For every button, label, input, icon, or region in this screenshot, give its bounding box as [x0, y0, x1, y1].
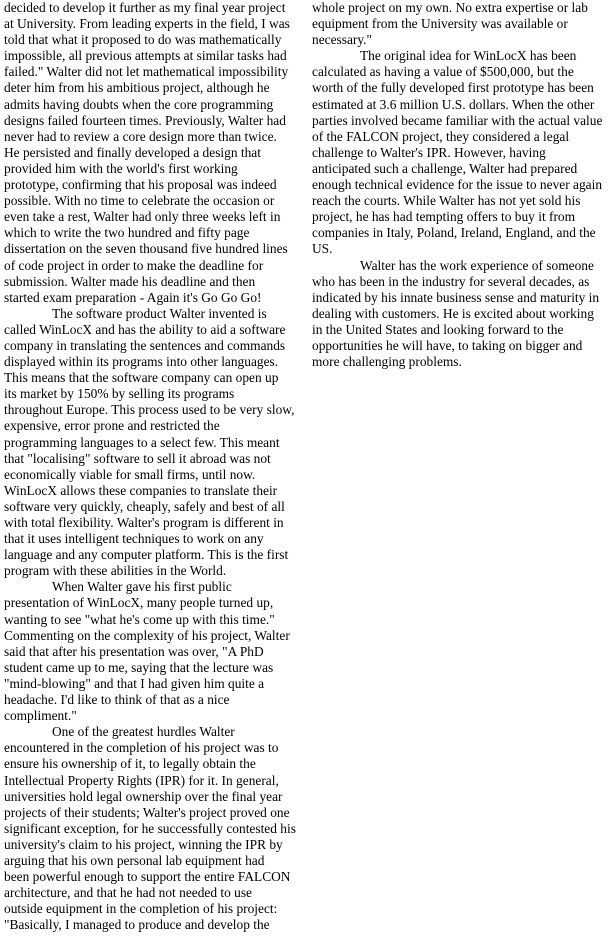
text-line: significant exception, for he successfully contested his — [4, 820, 296, 836]
text-line: architecture, and that he had not needed to use — [4, 885, 252, 901]
text-line: even take a rest, Walter had only three weeks left in — [4, 209, 281, 225]
text-line: been powerful enough to support the entire FALCON — [4, 869, 291, 885]
text-line: outside equipment in the completion of his project: — [4, 901, 278, 917]
text-line: its market by 150% by selling its programs — [4, 386, 235, 402]
text-line: failed." Walter did not let mathematical impossibility — [4, 64, 289, 80]
text-line: that it uses intelligent techniques to work on any — [4, 531, 264, 547]
text-line: university's claim to his project, winning the IPR by — [4, 836, 283, 852]
text-line: presentation of WinLocX, many people turned up, — [4, 595, 274, 611]
text-line: reach the courts. While Walter has not yet sold his — [312, 193, 581, 209]
text-line: designs failed fourteen times. Previously, Walter had — [4, 112, 286, 128]
text-line: estimated at 3.6 million U.S. dollars. When the other — [312, 96, 595, 112]
paragraph-2 — [4, 306, 304, 580]
text-line: economically viable for small firms, until now. — [4, 466, 256, 482]
text-line: indicated by his innate business sense and maturity in — [312, 289, 600, 305]
right-text-column — [312, 0, 608, 370]
text-line: admits having doubts when the core programming — [4, 96, 274, 112]
text-line: said that after his presentation was over, "A PhD — [4, 643, 264, 659]
paragraph-5 — [312, 0, 608, 48]
text-line: dealing with customers. He is excited about working — [312, 305, 594, 321]
text-line: headache. I'd like to think of that as a nice — [4, 692, 230, 708]
paragraph-4 — [4, 724, 304, 933]
text-line: more challenging problems. — [312, 354, 462, 370]
text-line: program with these abilities in the World. — [4, 563, 227, 579]
text-line: Walter has the work experience of someone — [360, 257, 594, 273]
text-line: impossible, all previous attempts at similar tasks had — [4, 48, 287, 64]
text-line: encountered in the completion of his project was to — [4, 740, 279, 756]
text-line: wanting to see "what he's come up with this time." — [4, 611, 275, 627]
text-line: at University. From leading experts in the field, I was — [4, 16, 290, 32]
text-line: challenge to Walter's IPR. However, having — [312, 144, 546, 160]
text-line: displayed within its programs into other languages. — [4, 354, 279, 370]
text-line: US. — [312, 241, 333, 257]
text-line: provided him with the world's first working — [4, 160, 238, 176]
text-line: that "localising" software to sell it abroad was not — [4, 450, 271, 466]
text-line: in the United States and looking forward to the — [312, 321, 564, 337]
text-line: enough technical evidence for the issue to never again — [312, 177, 603, 193]
text-line: He persisted and finally developed a design that — [4, 144, 261, 160]
paragraph-3 — [4, 579, 304, 724]
text-line: equipment from the University was available or — [312, 16, 568, 32]
text-line: deter him from his ambitious project, although he — [4, 80, 270, 96]
text-line: ensure his ownership of it, to legally obtain the — [4, 756, 256, 772]
text-line: student came up to me, saying that the lecture was — [4, 659, 274, 675]
paragraph-7 — [312, 258, 608, 371]
text-line: of code project in order to make the deadline for — [4, 257, 264, 273]
text-line: "mind-blowing" and that I had given him quite a — [4, 675, 265, 691]
text-line: worth of the fully developed first prototype has been — [312, 80, 594, 96]
text-line: parties involved became familiar with the actual value — [312, 112, 603, 128]
text-line: whole project on my own. No extra expertise or lab — [312, 0, 588, 15]
paragraph-1 — [4, 0, 304, 306]
text-line: Commenting on the complexity of his project, Walter — [4, 627, 290, 643]
text-line: decided to develop it further as my final year project — [4, 0, 286, 15]
text-line: Intellectual Property Rights (IPR) for it. In general, — [4, 772, 279, 788]
text-line: The software product Walter invented is — [52, 305, 267, 321]
text-line: software very quickly, cheaply, safely and best of all — [4, 498, 285, 514]
text-line: arguing that his own personal lab equipment had — [4, 852, 265, 868]
text-line: anticipated such a challenge, Walter had prepared — [312, 160, 578, 176]
text-line: submission. Walter made his deadline and then — [4, 273, 256, 289]
text-line: When Walter gave his first public — [52, 579, 232, 595]
text-line: The original idea for WinLocX has been — [360, 48, 577, 64]
text-line: never had to review a core design more than twice. — [4, 128, 277, 144]
text-line: which to write the two hundred and fifty page — [4, 225, 250, 241]
text-line: started exam preparation - Again it's Go Go Go! — [4, 289, 262, 305]
text-line: who has been in the industry for several decades, as — [312, 273, 590, 289]
text-line: companies in Italy, Poland, Ireland, England, and the — [312, 225, 596, 241]
text-line: possible. With no time to celebrate the occasion or — [4, 193, 275, 209]
text-line: of the FALCON project, they considered a legal — [312, 128, 570, 144]
text-line: called WinLocX and has the ability to aid a software — [4, 321, 286, 337]
text-line: opportunities he will have, to taking on bigger and — [312, 337, 583, 353]
text-line: company in translating the sentences and commands — [4, 337, 286, 353]
text-line: This means that the software company can open up — [4, 370, 279, 386]
text-line: One of the greatest hurdles Walter — [52, 724, 235, 740]
text-line: projects of their students; Walter's project proved one — [4, 804, 290, 820]
text-line: expensive, error prone and restricted the — [4, 418, 220, 434]
text-line: programming languages to a select few. This meant — [4, 434, 280, 450]
text-line: throughout Europe. This process used to be very slow, — [4, 402, 295, 418]
text-line: WinLocX allows these companies to translate their — [4, 482, 278, 498]
left-text-column — [4, 0, 304, 933]
text-line: universities hold legal ownership over the final year — [4, 788, 283, 804]
text-line: project, he has had tempting offers to buy it from — [312, 209, 576, 225]
paragraph-6 — [312, 48, 608, 257]
text-line: dissertation on the seven thousand five hundred lines — [4, 241, 288, 257]
text-line: necessary." — [312, 32, 372, 48]
text-line: told that what it proposed to do was mathematically — [4, 32, 282, 48]
text-line: with total flexibility. Walter's program is different in — [4, 515, 284, 530]
text-line: "Basically, I managed to produce and develop the — [4, 917, 270, 933]
text-line: compliment." — [4, 708, 77, 724]
text-line: language and any computer platform. This is the first — [4, 547, 289, 563]
text-line: calculated as having a value of $500,000, but the — [312, 64, 574, 80]
text-line: prototype, confirming that his proposal was indeed — [4, 177, 277, 193]
